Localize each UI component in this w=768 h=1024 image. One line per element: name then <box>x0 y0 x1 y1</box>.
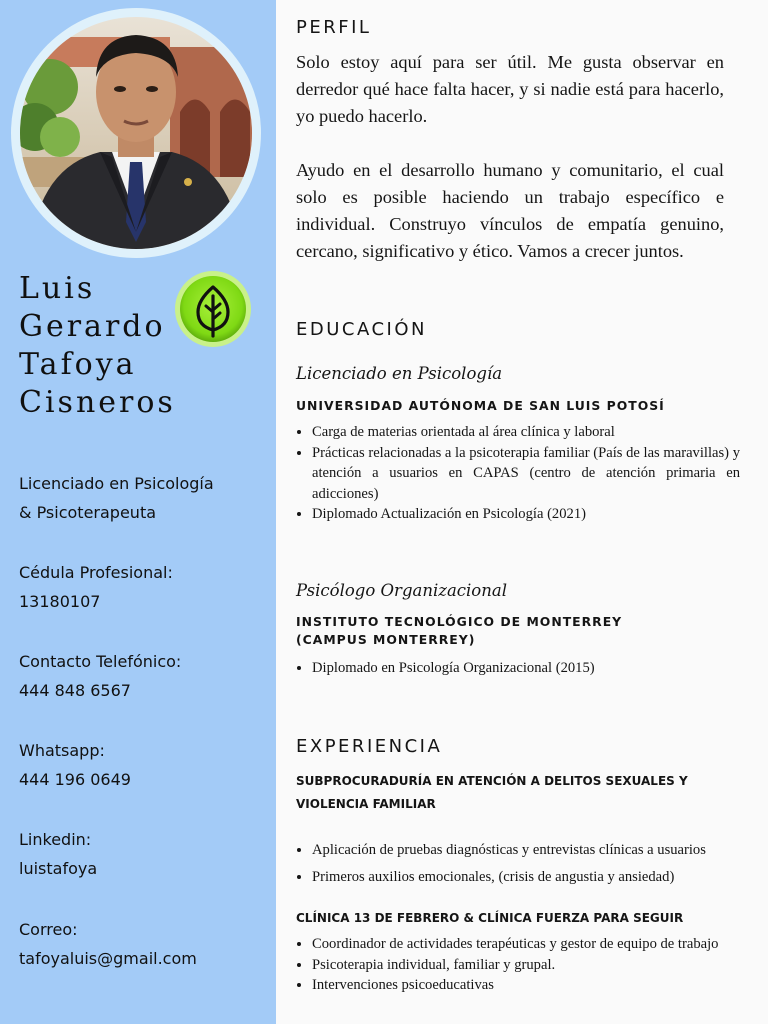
contact-whatsapp <box>19 736 131 794</box>
list-item: • Coordinador de actividades terapéuticas y gestor de equipo de trabajo <box>312 934 740 955</box>
list-item: • Diplomado en Psicología Organizacional (2015) <box>312 658 740 679</box>
institution-line: UNIVERSIDAD AUTÓNOMA DE SAN LUIS POTOSÍ <box>296 398 665 413</box>
contact-value: 13180107 <box>19 592 101 611</box>
institution-name <box>296 397 736 415</box>
employer-line: SUBPROCURADURÍA EN ATENCIÓN A DELITOS SEXUALES Y <box>296 774 688 788</box>
list-item: • Psicoterapia individual, familiar y grupal. <box>312 955 740 976</box>
contact-value[interactable]: 444 848 6567 <box>19 681 131 700</box>
institution-line: INSTITUTO TECNOLÓGICO DE MONTERREY <box>296 614 623 629</box>
contact-label: Linkedin: <box>19 830 92 849</box>
list-item: • Aplicación de pruebas diagnósticas y entrevistas clínicas a usuarios <box>312 840 740 861</box>
title-line: & Psicoterapeuta <box>19 503 157 522</box>
education-bullets <box>296 658 740 679</box>
profile-photo-frame <box>11 8 261 258</box>
contact-linkedin <box>19 825 97 883</box>
education-bullets <box>296 422 740 525</box>
contact-label: Contacto Telefónico: <box>19 652 182 671</box>
list-item: • Prácticas relacionadas a la psicoterapia familiar (País de las maravillas) y atención a usuarios en CAPAS (centro de atención primaria en adicciones) <box>312 443 740 505</box>
degree-title: Licenciado en Psicología <box>296 364 503 383</box>
contact-label: Correo: <box>19 920 78 939</box>
employer-name <box>296 770 736 816</box>
list-item: • Intervenciones psicoeducativas <box>312 975 740 996</box>
employer-line: VIOLENCIA FAMILIAR <box>296 797 436 811</box>
name-line: Gerardo <box>19 309 166 344</box>
main-content <box>276 0 768 1024</box>
perfil-paragraph: Ayudo en el desarrollo humano y comunitario, el cual solo es posible haciendo un trabajo específico e individual. Construyo vínculos de empatía genuino, cercano, significativo y ético. Vamos a crecer juntos. <box>296 160 724 261</box>
leaf-icon <box>174 270 252 348</box>
title-line: Licenciado en Psicología <box>19 474 214 493</box>
employer-line: CLÍNICA 13 DE FEBRERO & CLÍNICA FUERZA PARA SEGUIR <box>296 911 684 925</box>
institution-line: (CAMPUS MONTERREY) <box>296 632 476 647</box>
institution-name <box>296 613 736 649</box>
section-title-experiencia: EXPERIENCIA <box>296 736 443 757</box>
experience-bullets <box>296 840 740 893</box>
contact-value[interactable]: tafoyaluis@gmail.com <box>19 949 197 968</box>
contact-phone <box>19 647 181 705</box>
contact-cedula <box>19 558 173 616</box>
list-item: • Primeros auxilios emocionales, (crisis de angustia y ansiedad) <box>312 867 740 888</box>
list-item: • Diplomado Actualización en Psicología (2021) <box>312 504 740 525</box>
list-item: • Carga de materias orientada al área clínica y laboral <box>312 422 740 443</box>
contact-value[interactable]: luistafoya <box>19 859 98 878</box>
experience-bullets <box>296 934 740 996</box>
sidebar <box>0 0 276 1024</box>
employer-name <box>296 907 736 930</box>
perfil-paragraph: Solo estoy aquí para ser útil. Me gusta observar en derredor qué hace falta hacer, y si nadie está para hacerlo, yo puedo hacerlo. <box>296 52 724 126</box>
name-line: Luis <box>19 271 96 306</box>
section-title-educacion: EDUCACIÓN <box>296 319 427 340</box>
contact-label: Cédula Profesional: <box>19 563 173 582</box>
section-title-perfil: PERFIL <box>296 17 372 38</box>
professional-title <box>19 469 214 527</box>
contact-value[interactable]: 444 196 0649 <box>19 770 131 789</box>
profile-photo-illustration <box>20 17 252 249</box>
name-line: Cisneros <box>19 385 176 420</box>
degree-title: Psicólogo Organizacional <box>296 581 507 600</box>
contact-email <box>19 915 197 973</box>
profile-photo <box>20 17 252 249</box>
name-line: Tafoya <box>19 347 137 382</box>
candidate-name <box>19 270 179 422</box>
contact-label: Whatsapp: <box>19 741 105 760</box>
